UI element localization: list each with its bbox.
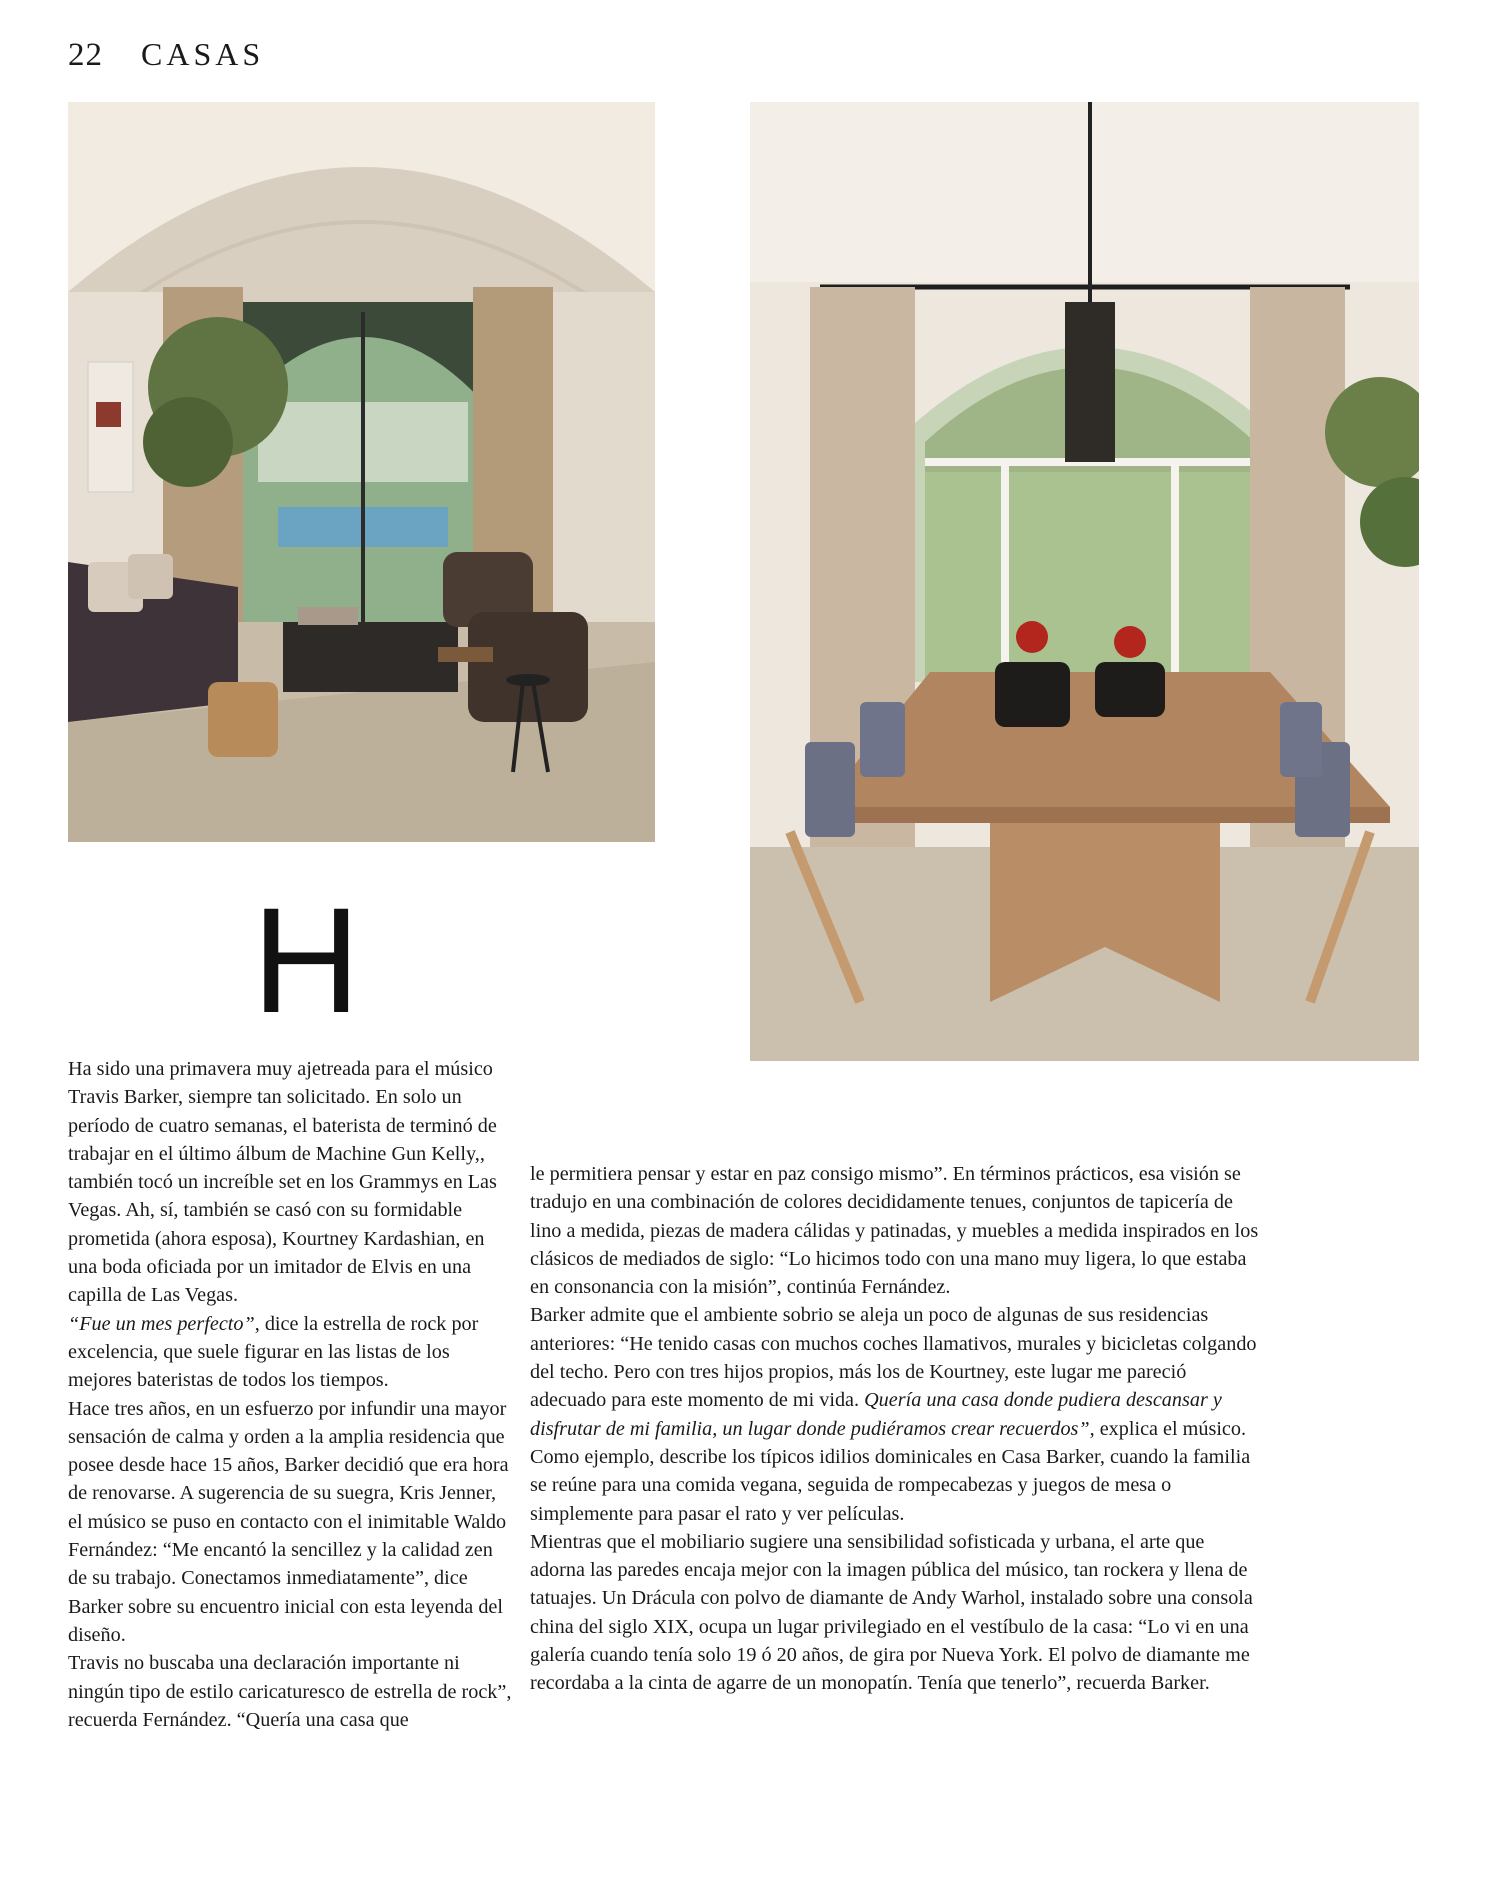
paragraph xyxy=(530,1301,1260,1527)
paragraph-text: , explica el músico. Como ejemplo, describe los típicos idilios dominicales en Casa Barker, cuando la familia se reúne para una comida vegana, seguida de rompecabezas y juegos de mesa o simplemente para pasar el rato y ver películas. xyxy=(530,1417,1251,1525)
paragraph-text: Travis no buscaba una declaración importante ni ningún tipo de estilo caricaturesco de estrella de rock”, recuerda Fernández. “Quería una casa que xyxy=(68,1652,512,1731)
paragraph xyxy=(530,1160,1260,1301)
paragraph xyxy=(68,1649,512,1734)
paragraph-text: , dice la estrella de rock por excelencia, que suele figurar en las listas de los mejores bateristas de todos los tiempos. xyxy=(68,1312,479,1392)
quote-italic: Quería una casa donde pudiera descansar y disfrutar de mi familia, un lugar donde pudiéramos crear recuerdos” xyxy=(530,1389,1222,1440)
quote-italic: “Fue un mes perfecto” xyxy=(68,1312,255,1335)
text-column-right xyxy=(530,1160,1260,1698)
paragraph-text: Barker admite que el ambiente sobrio se aleja un poco de algunas de sus residencias anteriores: “He tenido casas con muchos coches llamativos, murales y bicicletas colgando del techo. Pero con tres hijos propios, más los de Kourtney, este lugar me pareció adecuado para este momento de mi vida. xyxy=(530,1304,1257,1412)
paragraph xyxy=(530,1528,1260,1698)
paragraph-text: Hace tres años, en un esfuerzo por infundir una mayor sensación de calma y orden a la amplia residencia que posee desde hace 15 años, Barker decidió que era hora de renovarse. A sugerencia de su suegra, Kris Jenner, el músico se puso en contacto con el inimitable Waldo Fernández: “Me encantó la sencillez y la calidad zen de su trabajo. Conectamos inmediatamente”, dice Barker sobre su encuentro inicial con esta leyenda del diseño. xyxy=(68,1397,509,1646)
page-number: 22 xyxy=(68,37,103,73)
paragraph xyxy=(68,1055,512,1310)
paragraph xyxy=(68,1310,512,1395)
paragraph-text: Mientras que el mobiliario sugiere una sensibilidad sofisticada y urbana, el arte que adorna las paredes encaja mejor con la imagen pública del músico, tan rockera y llena de tatuajes. Un Drácula con polvo de diamante de Andy Warhol, instalado sobre una consola china del siglo XIX, ocupa un lugar privilegiado en el vestíbulo de la casa: “Lo vi en una galería cuando tenía solo 19 ó 20 años, de gira por Nueva York. El polvo de diamante me recordaba a la cinta de agarre de un monopatín. Tenía que tenerlo”, recuerda Barker. xyxy=(530,1530,1253,1695)
living-room-photo xyxy=(68,102,655,842)
page-header xyxy=(68,36,264,74)
paragraph xyxy=(68,1395,512,1650)
paragraph-text: le permitiera pensar y estar en paz consigo mismo”. En términos prácticos, esa visión se tradujo en una combinación de colores decididamente tenues, conjuntos de tapicería de lino a medida, piezas de madera cálidas y patinadas, y muebles a medida inspirados en los clásicos de mediados de siglo: “Lo hicimos todo con una mano muy ligera, lo que estaba en consonancia con la misión”, continúa Fernández. xyxy=(530,1163,1259,1299)
section-title: CASAS xyxy=(141,36,265,72)
text-column-left xyxy=(68,1055,512,1734)
dining-room-photo xyxy=(750,102,1419,1061)
drop-cap: H xyxy=(252,876,361,1044)
paragraph-text: Ha sido una primavera muy ajetreada para el músico Travis Barker, siempre tan solicitado. En solo un período de cuatro semanas, el baterista de terminó de trabajar en el último álbum de Machine Gun Kelly,, también tocó un increíble set en los Grammys en Las Vegas. Ah, sí, también se casó con su formidable prometida (ahora esposa), Kourtney Kardashian, en una boda oficiada por un imitador de Elvis en una capilla de Las Vegas. xyxy=(68,1058,497,1307)
